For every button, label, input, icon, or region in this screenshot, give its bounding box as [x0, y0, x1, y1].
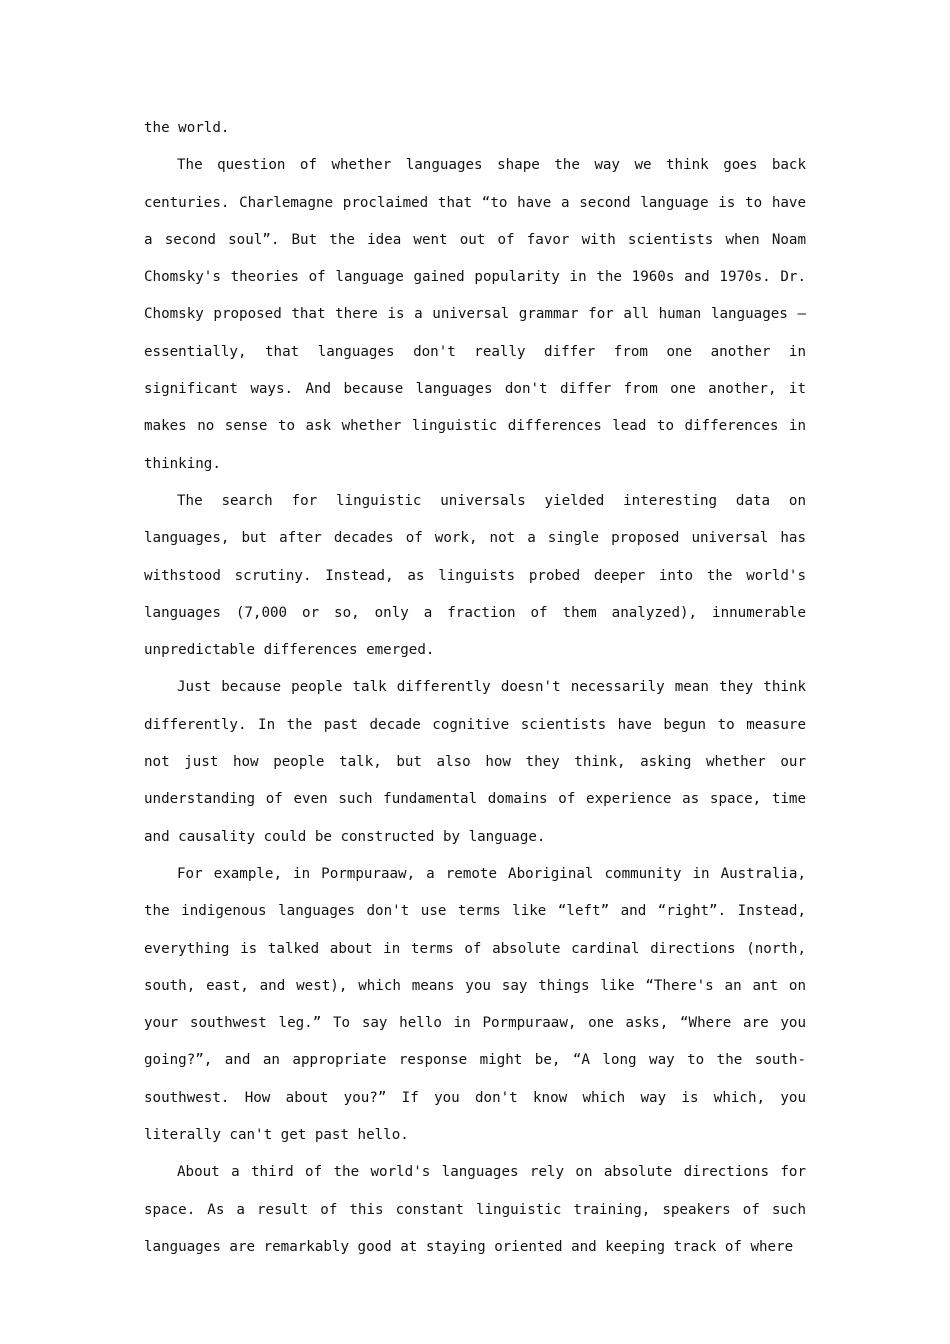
paragraph-cognitive-scientists: Just because people talk differently doesn't necessarily mean they think differently. In the past decade cognitive scientists have begun to measure not just how people talk, but also how they think, asking whether our understanding of even such fundamental domains of experience as space, time and causality could be constructed by language.	[144, 679, 806, 845]
paragraph-linguistic-universals: The search for linguistic universals yielded interesting data on languages, but after decades of work, not a single proposed universal has withstood scrutiny. Instead, as linguists probed deeper into the world's languages (7,000 or so, only a fraction of them analyzed), innumerable unpredictable differences emerged.	[144, 492, 806, 659]
paragraph-absolute-directions: About a third of the world's languages rely on absolute directions for space. As a result of this constant linguistic training, speakers of such languages are remarkably good at staying oriented and keeping track of where	[144, 1164, 806, 1255]
paragraph-pormpuraaw: For example, in Pormpuraaw, a remote Aboriginal community in Australia, the indigenous languages don't use terms like “left” and “right”. Instead, everything is talked about in terms of absolute cardinal directions (north, south, east, and west), which means you say things like “There's an ant on your southwest leg.” To say hello in Pormpuraaw, one asks, “Where are you going?”, and an appropriate response might be, “A long way to the south-southwest. How about you?” If you don't know which way is which, you literally can't get past hello.	[144, 865, 806, 1144]
paragraph-continuation: the world.	[144, 120, 230, 136]
document-page	[144, 110, 806, 1266]
paragraph-chomsky: The question of whether languages shape the way we think goes back centuries. Charlemagne proclaimed that “to have a second language is to have a second soul”. But the idea went out of favor with scientists when Noam Chomsky's theories of language gained popularity in the 1960s and 1970s. Dr. Chomsky proposed that there is a universal grammar for all human languages — essentially, that languages don't really differ from one another in significant ways. And because languages don't differ from one another, it makes no sense to ask whether linguistic differences lead to differences in thinking.	[144, 157, 806, 472]
